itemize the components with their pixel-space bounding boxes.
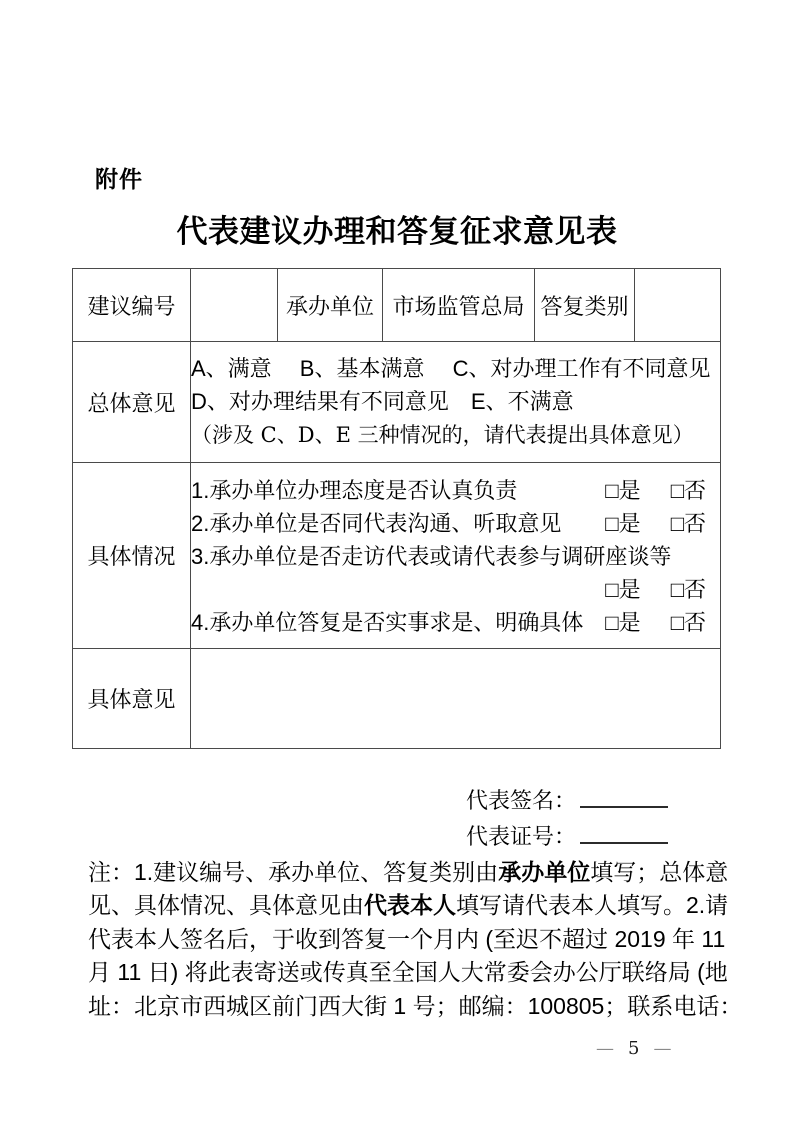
page-number-dash: — xyxy=(653,1038,672,1059)
checkbox-yes: □是 xyxy=(605,478,641,503)
specific-opinion-label: 具体意见 xyxy=(73,649,191,749)
suggestion-number-value xyxy=(191,269,278,342)
suggestion-number-label: 建议编号 xyxy=(73,269,191,342)
footnote-line-3 xyxy=(88,923,726,956)
situation-item-1-text: 1.承办单位办理态度是否认真负责 xyxy=(191,478,518,503)
checkbox-no: □否 xyxy=(670,478,706,503)
situation-item-3-checkboxes xyxy=(605,573,706,604)
reply-type-label: 答复类别 xyxy=(535,269,635,342)
footnote-text: 月 11 日) 将此表寄送或传真至全国人大常委会办公厅联络局 (地 xyxy=(88,959,728,986)
table-row-header xyxy=(73,269,721,342)
situation-item-1 xyxy=(191,473,720,506)
handling-unit-value: 市场监管总局 xyxy=(383,269,535,342)
situation-item-3 xyxy=(191,539,720,572)
situation-item-4 xyxy=(191,605,720,638)
table-row-specific-situation xyxy=(73,463,721,649)
checkbox-yes: □是 xyxy=(605,577,641,602)
checkbox-no: □否 xyxy=(670,610,706,635)
footnote-line-5 xyxy=(88,990,743,1023)
checkbox-yes: □是 xyxy=(605,511,641,536)
footnote-text: 填写；总体意 xyxy=(590,859,729,885)
footnote-text: 见、具体情况、具体意见由 xyxy=(88,892,364,919)
situation-item-3-text: 3.承办单位是否走访代表或请代表参与调研座谈等 xyxy=(191,544,672,569)
footnote-line-4 xyxy=(88,956,728,989)
footnote-line-1 xyxy=(88,856,729,889)
footnote-text: 填写请代表本人填写。2.请 xyxy=(456,892,729,919)
specific-situation-items xyxy=(191,463,721,649)
checkbox-no: □否 xyxy=(670,577,706,602)
page-number-value: 5 xyxy=(628,1038,640,1059)
footnote-text: 注：1.建议编号、承办单位、答复类别由 xyxy=(88,859,499,885)
table-row-overall-opinion xyxy=(73,342,721,463)
page-title: 代表建议办理和答复征求意见表 xyxy=(176,214,618,249)
checkbox-yes: □是 xyxy=(605,610,641,635)
signature-block xyxy=(466,783,668,855)
overall-options-note: （涉及 C、D、E 三种情况的，请代表提出具体意见） xyxy=(191,423,694,447)
certificate-blank xyxy=(580,822,668,844)
attachment-label: 附件 xyxy=(95,166,143,192)
situation-item-3-answer-line xyxy=(191,572,720,605)
overall-opinion-label: 总体意见 xyxy=(73,342,191,463)
footnote-bold-text: 承办单位 xyxy=(498,859,591,885)
reply-type-value xyxy=(635,269,721,342)
handling-unit-label: 承办单位 xyxy=(278,269,383,342)
signature-line xyxy=(466,783,668,819)
situation-item-2-checkboxes xyxy=(605,507,706,538)
page-number-dash: — xyxy=(596,1038,614,1059)
signature-blank xyxy=(580,786,668,808)
footnote xyxy=(88,856,743,1023)
certificate-line xyxy=(466,819,668,855)
signature-label: 代表签名： xyxy=(465,788,576,813)
situation-item-1-checkboxes xyxy=(605,474,706,505)
situation-item-2-text: 2.承办单位是否同代表沟通、听取意见 xyxy=(191,511,562,536)
footnote-text: 址：北京市西城区前门西大街 1 号；邮编：100805；联系电话： xyxy=(88,992,743,1019)
situation-item-4-checkboxes xyxy=(605,606,706,637)
situation-item-4-text: 4.承办单位答复是否实事求是、明确具体 xyxy=(191,610,584,635)
footnote-bold-text: 代表本人 xyxy=(364,892,456,919)
page-number xyxy=(596,1038,671,1060)
overall-options-line2: D、对办理结果有不同意见 E、不满意 xyxy=(191,389,574,414)
feedback-form-table xyxy=(72,268,721,749)
footnote-line-2 xyxy=(88,889,729,922)
situation-item-2 xyxy=(191,506,720,539)
footnote-text: 代表本人签名后，于收到答复一个月内 (至迟不超过 2019 年 11 xyxy=(88,925,726,952)
specific-situation-label: 具体情况 xyxy=(73,463,191,649)
specific-opinion-value xyxy=(191,649,721,749)
table-row-specific-opinion xyxy=(73,649,721,749)
checkbox-no: □否 xyxy=(670,511,706,536)
certificate-label: 代表证号： xyxy=(465,824,576,849)
overall-options-line1: A、满意 B、基本满意 C、对办理工作有不同意见 xyxy=(191,356,711,381)
overall-opinion-options xyxy=(191,342,721,463)
